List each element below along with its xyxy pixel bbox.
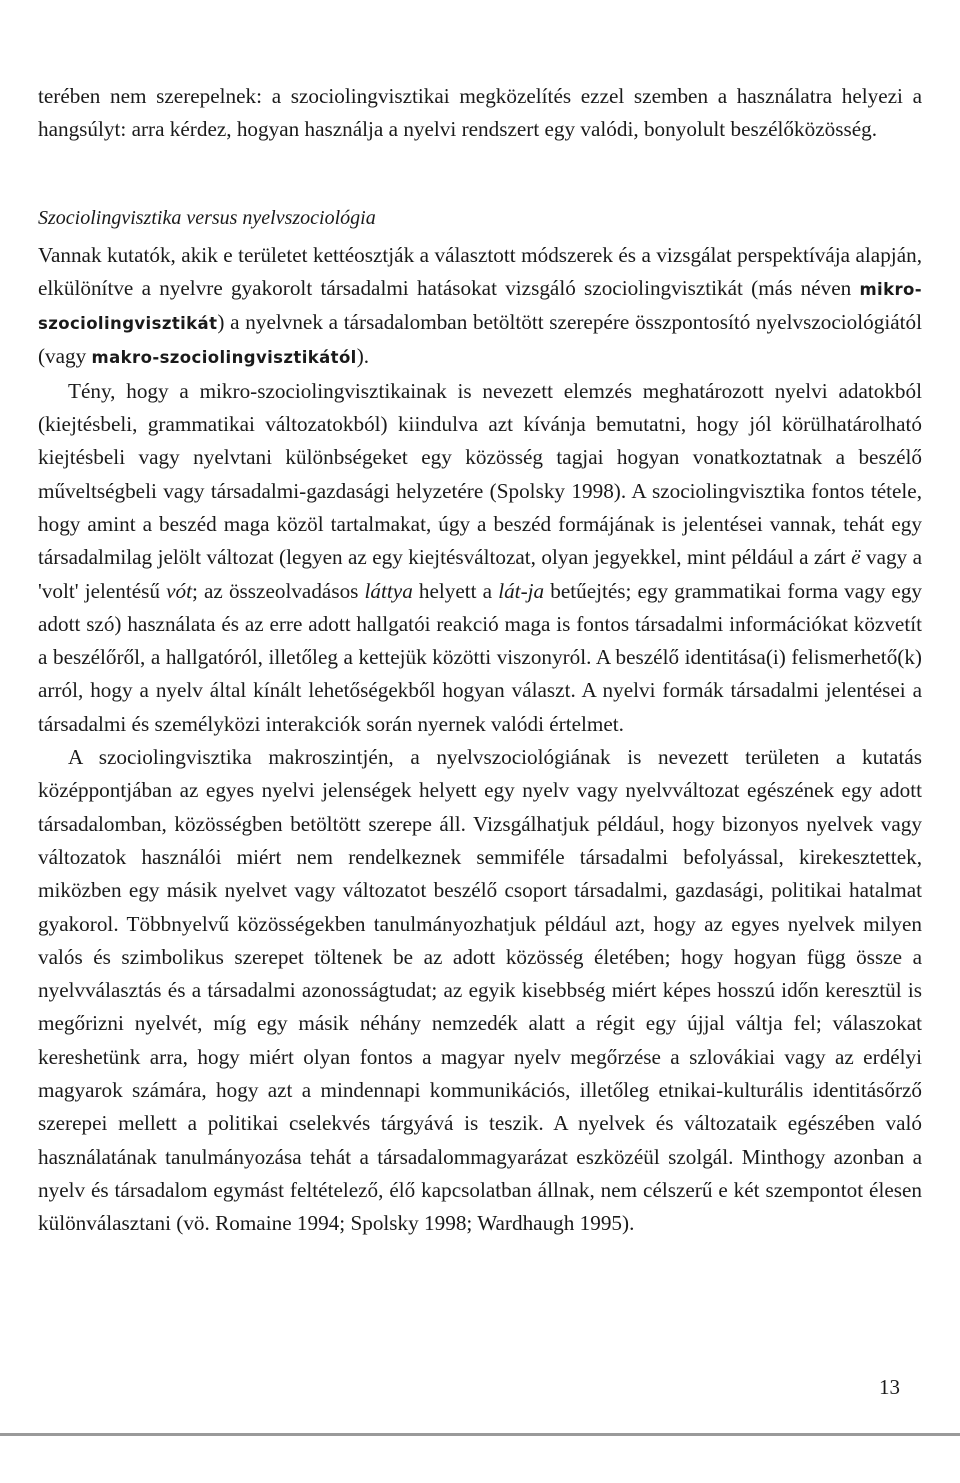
- term-micro-sociolinguistics: mikro-szociolingvisztikát: [38, 279, 922, 334]
- paragraph-1-text-b: ) a nyelvnek a társadalomban betöltött szerepére összpontosító nyelvszociológiától (vagy: [38, 310, 922, 369]
- paragraph-1-text-c: ).: [356, 344, 370, 369]
- paragraph-2-text-c: ; az összeolvadásos: [192, 578, 365, 603]
- paragraph-1: [38, 239, 922, 375]
- example-lat-ja: lát-ja: [498, 578, 545, 603]
- example-vot: vót: [166, 578, 193, 603]
- paragraph-1-text-a: Vannak kutatók, akik e területet kettéosztják a választott módszerek és a vizsgálat perspektívája alapján, elkülönítve a nyelvre gyakorolt társadalmi hatásokat vizsgáló szociolingvisztikát (más néven: [38, 242, 922, 300]
- term-macro-sociolinguistics: makro-szociolingvisztikától: [91, 348, 357, 368]
- page-content: [38, 80, 922, 1241]
- paragraph-2: [38, 375, 922, 741]
- section-heading: Szociolingvisztika versus nyelvszociológia: [38, 206, 376, 229]
- paragraph-3: A szociolingvisztika makroszintjén, a nyelvszociológiának is nevezett területen a kutatás középpontjában az egyes nyelvi jelenségek helyett egy nyelv vagy nyelvváltozat egészének egy adott társadalomban, közösségben betöltött szerepe áll. Vizsgálhatjuk például, hogy bizonyos nyelvek vagy változatok használói miért nem rendelkeznek semmiféle társadalmi befolyással, kirekesztettek, miközben egy másik nyelvet vagy változatot beszélő csoport társadalmi, gazdasági, politikai hatalmat gyakorol. Többnyelvű közösségekben tanulmányozhatjuk például azt, hogy az egyes nyelvek milyen valós és szimbolikus szerepet töltenek be az adott közösség életében; hogy hogyan függ össze a nyelvválasztás és a társadalmi azonosságtudat; az egyik kisebbség miért képes hosszú időn keresztül is megőrizni nyelvét, míg egy másik néhány nemzedék alatt a régit egy újjal váltja fel; válaszokat kereshetünk arra, hogy miért olyan fontos a magyar nyelv megőrzése a szlovákiai vagy az erdélyi magyarok számára, hogy azt a mindennapi kommunikációs, illetőleg etnikai-kulturális identitásőrző szerepei mellett a politikai cselekvés tárgyává is teszik. A nyelvek és változataik egészében való használatának tanulmányozása tehát a társadalommagyarázat eszközéül szolgál. Minthogy azonban a nyelv és társadalom egymást feltételező, élő kapcsolatban állnak, nem célszerű e két szempontot élesen különválasztani (vö. Romaine 1994; Spolsky 1998; Wardhaugh 1995).: [38, 745, 922, 1236]
- paragraph-2-text-a: Tény, hogy a mikro-szociolingvisztikainak is nevezett elemzés meghatározott nyelvi adatokból (kiejtésbeli, grammatikai változatokból) kiindulva azt kívánja bemutatni, hogy jól körülhatárolható kiejtésbeli vagy nyelvtani különbségeket egy közösség tagjai hogyan vonatkoztatnak a beszélő műveltségbeli vagy társadalmi-gazdasági helyzetére (Spolsky 1998). A szociolingvisztika fontos tétele, hogy amint a beszéd maga közöl tartalmakat, úgy a beszéd formájának is jelentései vannak, tehát egy társadalmilag jelölt változat (legyen az egy kiejtésváltozat, olyan jegyekkel, mint például a zárt: [38, 378, 922, 570]
- intro-paragraph: terében nem szerepelnek: a szociolingvisztikai megközelítés ezzel szemben a használatra helyezi a hangsúlyt: arra kérdez, hogyan használja a nyelvi rendszert egy valódi, bonyolult beszélőközösség.: [38, 84, 922, 142]
- page-bottom-rule: [0, 1433, 960, 1436]
- paragraph-2-text-e: betűejtés; egy grammatikai forma vagy egy adott szó) használata és az erre adott hallgatói reakció maga is fontos társadalmi információkat közvetít a beszélőről, a hallgatóról, illetőleg a kettejük közötti viszonyról. A beszélő identitása(i) felismerhető(k) arról, hogy a nyelv által kínált lehetőségekből hogyan választ. A nyelvi formák társadalmi jelentései a társadalmi és személyközi interakciók során nyernek valódi értelmet.: [38, 578, 923, 736]
- paragraph-2-text-b: vagy a 'volt' jelentésű: [38, 545, 922, 603]
- paragraph-2-text-d: helyett a: [412, 578, 499, 603]
- example-closed-e: ë: [851, 545, 861, 570]
- example-lattya: láttya: [364, 578, 413, 603]
- page-number: 13: [879, 1375, 900, 1399]
